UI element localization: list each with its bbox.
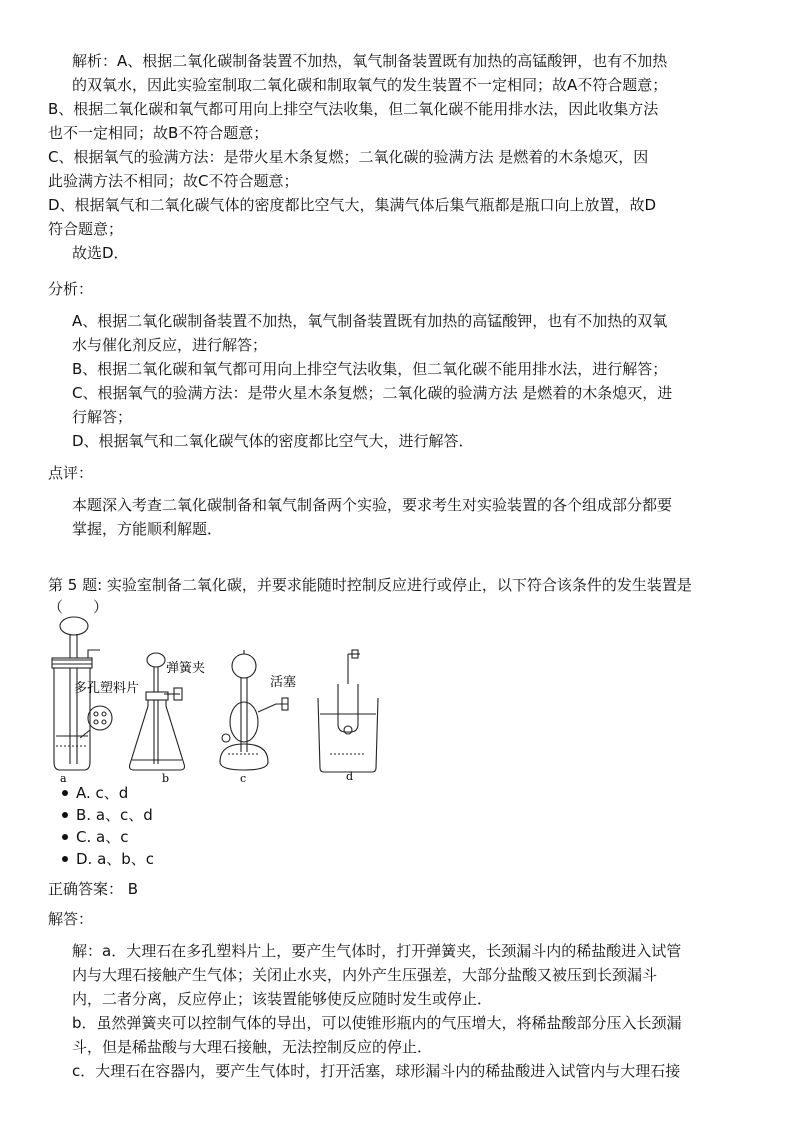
jieda-heading: 解答：	[48, 910, 94, 928]
dianping-line-1: 本题深入考查二氧化碳制备和氧气制备两个实验，要求考生对实验装置的各个组成部分都要	[72, 496, 673, 514]
jieda-line-5: 斗，但是稀盐酸与大理石接触，无法控制反应的停止．	[72, 1038, 433, 1056]
analysis-line-3: B、根据二氧化碳和氧气都可用向上排空气法收集，但二氧化碳不能用排水法，因此收集方法	[48, 100, 659, 118]
analysis-line-8: 符合题意；	[48, 220, 124, 238]
dianping-heading: 点评：	[48, 464, 94, 482]
analysis-line-4: 也不一定相同；故B不符合题意；	[48, 124, 269, 142]
label-b: b	[162, 772, 170, 784]
analysis-line-5: C、根据氧气的验满方法：是带火星木条复燃；二氧化碳的验满方法 是燃着的木条熄灭，因	[48, 148, 649, 166]
question-5-title: 第 5 题: 实验室制备二氧化碳，并要求能随时控制反应进行或停止，以下符合该条件的发生装置是	[48, 576, 692, 594]
question-5-blank: （ ）	[48, 598, 109, 616]
jieda-line-2: 内与大理石接触产生气体；关闭止水夹，内外产生压强差，大部分盐酸又被压到长颈漏斗	[72, 966, 658, 984]
analysis-line-7: D、根据氧气和二氧化碳气体的密度都比空气大，集满气体后集气瓶都是瓶口向上放置，故D	[48, 196, 657, 214]
fenxi-line-3: B、根据二氧化碳和氧气都可用向上排空气法收集，但二氧化碳不能用排水法，进行解答；	[72, 360, 668, 378]
answer-value: B	[127, 880, 139, 898]
label-spring-clip: 弹簧夹	[166, 661, 206, 676]
jieda-line-3: 内，二者分离，反应停止；该装置能够使反应随时发生或停止．	[72, 990, 493, 1008]
apparatus-c	[220, 650, 288, 770]
fenxi-heading: 分析：	[48, 280, 94, 298]
option-c: C. a、c	[76, 828, 129, 846]
label-d: d	[346, 770, 354, 783]
option-d: D. a、b、c	[76, 850, 155, 868]
answer-label: 正确答案：	[48, 880, 124, 898]
dianping-line-2: 掌握，方能顺利解题．	[72, 520, 223, 538]
answer-line	[48, 878, 138, 900]
apparatus-d	[318, 650, 378, 772]
label-c: c	[240, 772, 247, 784]
fenxi-line-6: D、根据氧气和二氧化碳气体的密度都比空气大，进行解答．	[72, 432, 474, 450]
label-a: a	[60, 772, 67, 784]
analysis-line-6: 此验满方法不相同；故C不符合题意；	[48, 172, 299, 190]
option-b: B. a、c、d	[76, 806, 153, 824]
jieda-line-4: b．虽然弹簧夹可以控制气体的导出，可以使锥形瓶内的气压增大，将稀盐酸部分压入长颈漏	[72, 1014, 682, 1032]
apparatus-figure	[40, 614, 380, 784]
analysis-line-9: 故选D．	[72, 244, 129, 262]
jieda-line-6: c．大理石在容器内，要产生气体时，打开活塞，球形漏斗内的稀盐酸进入试管内与大理石接	[72, 1062, 681, 1080]
analysis-line-2: 的双氧水，因此实验室制取二氧化碳和制取氧气的发生装置不一定相同；故A不符合题意；	[72, 76, 668, 94]
jieda-line-1: 解：a．大理石在多孔塑料片上，要产生气体时，打开弹簧夹，长颈漏斗内的稀盐酸进入试管	[72, 942, 682, 960]
label-stopcock: 活塞	[270, 675, 297, 690]
option-a: A. c、d	[76, 784, 129, 802]
fenxi-line-1: A、根据二氧化碳制备装置不加热，氧气制备装置既有加热的高锰酸钾，也有不加热的双氧	[72, 312, 668, 330]
fenxi-line-5: 行解答；	[72, 408, 133, 426]
fenxi-line-2: 水与催化剂反应，进行解答；	[72, 336, 268, 354]
label-porous-plate: 多孔塑料片	[74, 681, 140, 696]
analysis-line-1: 解析：A、根据二氧化碳制备装置不加热，氧气制备装置既有加热的高锰酸钾，也有不加热	[72, 52, 668, 70]
fenxi-line-4: C、根据氧气的验满方法：是带火星木条复燃；二氧化碳的验满方法 是燃着的木条熄灭，进	[72, 384, 673, 402]
